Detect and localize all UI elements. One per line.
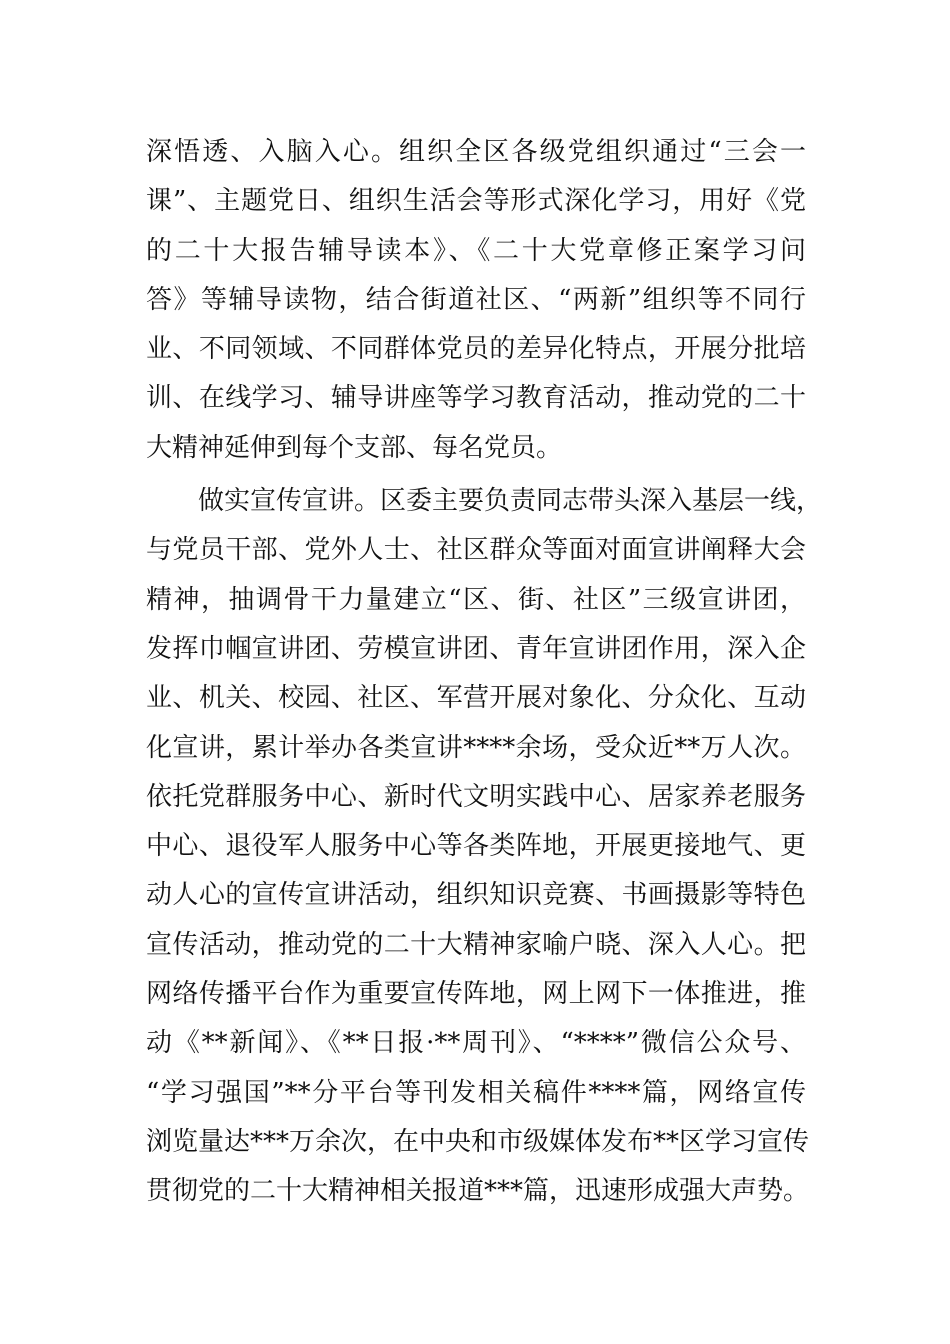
text-line: 宣传活动，推动党的二十大精神家喻户晓、深入人心。把	[146, 929, 806, 960]
text-line: 网络传播平台作为重要宣传阵地，网上网下一体推进，推	[146, 979, 806, 1010]
text-line: 动人心的宣传宣讲活动，组织知识竞赛、书画摄影等特色	[146, 880, 806, 911]
text-line: 中心、退役军人服务中心等各类阵地，开展更接地气、更	[146, 831, 806, 862]
text-line: “学习强国”**分平台等刊发相关稿件****篇，网络宣传	[146, 1077, 806, 1108]
text-line: 的二十大报告辅导读本》、《二十大党章修正案学习问	[146, 235, 806, 266]
paragraph-2	[146, 477, 823, 1216]
text-line: 业、不同领域、不同群体党员的差异化特点，开展分批培	[146, 334, 806, 365]
document-page	[146, 128, 823, 1217]
text-line: 化宣讲，累计举办各类宣讲****余场，受众近**万人次。	[146, 732, 806, 763]
text-line: 贯彻党的二十大精神相关报道***篇，迅速形成强大声势。	[146, 1176, 810, 1207]
text-line: 依托党群服务中心、新时代文明实践中心、居家养老服务	[146, 781, 806, 812]
text-line: 发挥巾帼宣讲团、劳模宣讲团、青年宣讲团作用，深入企	[146, 633, 806, 664]
text-line: 深悟透、入脑入心。组织全区各级党组织通过“三会一	[146, 137, 806, 167]
text-line: 业、机关、校园、社区、军营开展对象化、分众化、互动	[146, 683, 806, 714]
text-line: 精神，抽调骨干力量建立“区、街、社区”三级宣讲团，	[146, 584, 806, 615]
text-line: 与党员干部、党外人士、社区群众等面对面宣讲阐释大会	[146, 535, 806, 566]
text-line: 课”、主题党日、组织生活会等形式深化学习，用好《党	[146, 186, 806, 217]
text-line: 动《**新闻》、《**日报·**周刊》、“****”微信公众号、	[146, 1028, 806, 1059]
paragraph-1	[146, 128, 806, 473]
text-line: 答》等辅导读物，结合街道社区、“两新”组织等不同行	[146, 284, 806, 315]
text-line: 大精神延伸到每个支部、每名党员。	[146, 432, 563, 463]
text-line: 做实宣传宣讲。区委主要负责同志带头深入基层一线，	[146, 486, 823, 517]
text-line: 浏览量达***万余次，在中央和市级媒体发布**区学习宣传	[146, 1126, 810, 1157]
text-line: 训、在线学习、辅导讲座等学习教育活动，推动党的二十	[146, 383, 806, 414]
